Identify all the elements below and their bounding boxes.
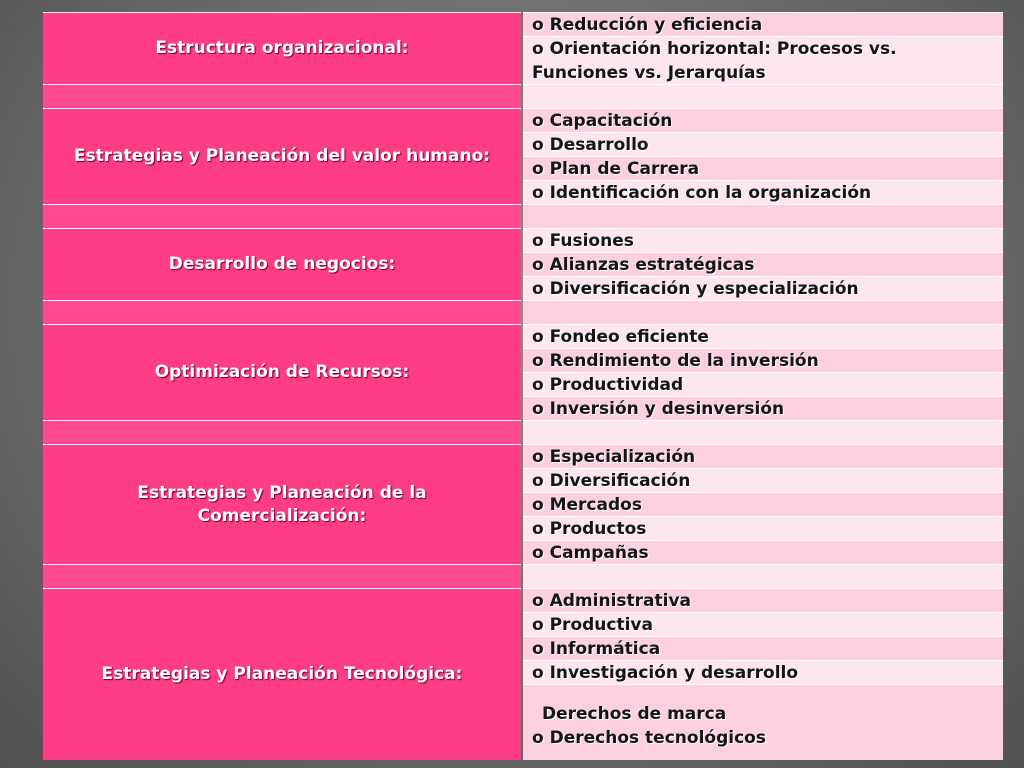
- list-item: o Fondeo eficiente: [523, 324, 1003, 348]
- spacer-cell: [523, 84, 1003, 108]
- list-item: o Mercados: [523, 492, 1003, 516]
- row-label: Desarrollo de negocios:: [43, 228, 521, 300]
- table-row: [43, 444, 1003, 564]
- list-item: o Plan de Carrera: [523, 156, 1003, 180]
- table-row: [43, 12, 1003, 84]
- spacer-cell: [43, 204, 521, 228]
- list-item: o Fusiones: [523, 228, 1003, 252]
- list-item: o Administrativa: [523, 588, 1003, 612]
- list-item: o Investigación y desarrollo: [523, 660, 1003, 684]
- list-item: o Productiva: [523, 612, 1003, 636]
- spacer-row: [43, 204, 1003, 228]
- spacer-row: [43, 300, 1003, 324]
- list-item: o Reducción y eficiencia: [523, 12, 1003, 36]
- list-item: o Alianzas estratégicas: [523, 252, 1003, 276]
- list-item: o Especialización: [523, 444, 1003, 468]
- list-item-line: Derechos de marca: [542, 703, 727, 724]
- row-label: Estructura organizacional:: [43, 12, 521, 84]
- list-item: o Diversificación: [523, 468, 1003, 492]
- spacer-cell: [523, 300, 1003, 324]
- row-label: Estrategias y Planeación del valor humano:: [43, 108, 521, 204]
- bullet-arrow-icon: [6, 22, 18, 36]
- list-item: o Productividad: [523, 372, 1003, 396]
- spacer-row: [43, 84, 1003, 108]
- list-item: o Inversión y desinversión: [523, 396, 1003, 420]
- list-item: o Informática: [523, 636, 1003, 660]
- strategy-table: [43, 12, 1003, 760]
- spacer-cell: [43, 564, 521, 588]
- table-row: [43, 228, 1003, 300]
- spacer-cell: [43, 300, 521, 324]
- list-item: o Capacitación: [523, 108, 1003, 132]
- spacer-row: [43, 564, 1003, 588]
- list-item-line: o Derechos tecnológicos: [532, 727, 766, 748]
- spacer-row: [43, 420, 1003, 444]
- list-item: o Productos: [523, 516, 1003, 540]
- list-item: o Desarrollo: [523, 132, 1003, 156]
- spacer-cell: [43, 84, 521, 108]
- spacer-cell: [523, 564, 1003, 588]
- list-item: o Identificación con la organización: [523, 180, 1003, 204]
- spacer-cell: [523, 420, 1003, 444]
- spacer-cell: [523, 204, 1003, 228]
- list-item: o Diversificación y especialización: [523, 276, 1003, 300]
- table-row: [43, 108, 1003, 204]
- list-item: o Orientación horizontal: Procesos vs. Funciones vs. Jerarquías: [523, 36, 1003, 84]
- row-label: Estrategias y Planeación Tecnológica:: [43, 588, 521, 760]
- row-label: Estrategias y Planeación de la Comercialización:: [43, 444, 521, 564]
- row-label: Optimización de Recursos:: [43, 324, 521, 420]
- spacer-cell: [43, 420, 521, 444]
- list-item: o Rendimiento de la inversión: [523, 348, 1003, 372]
- table-row: [43, 588, 1003, 760]
- list-item: o Campañas: [523, 540, 1003, 564]
- list-item: [523, 684, 1003, 760]
- table-row: [43, 324, 1003, 420]
